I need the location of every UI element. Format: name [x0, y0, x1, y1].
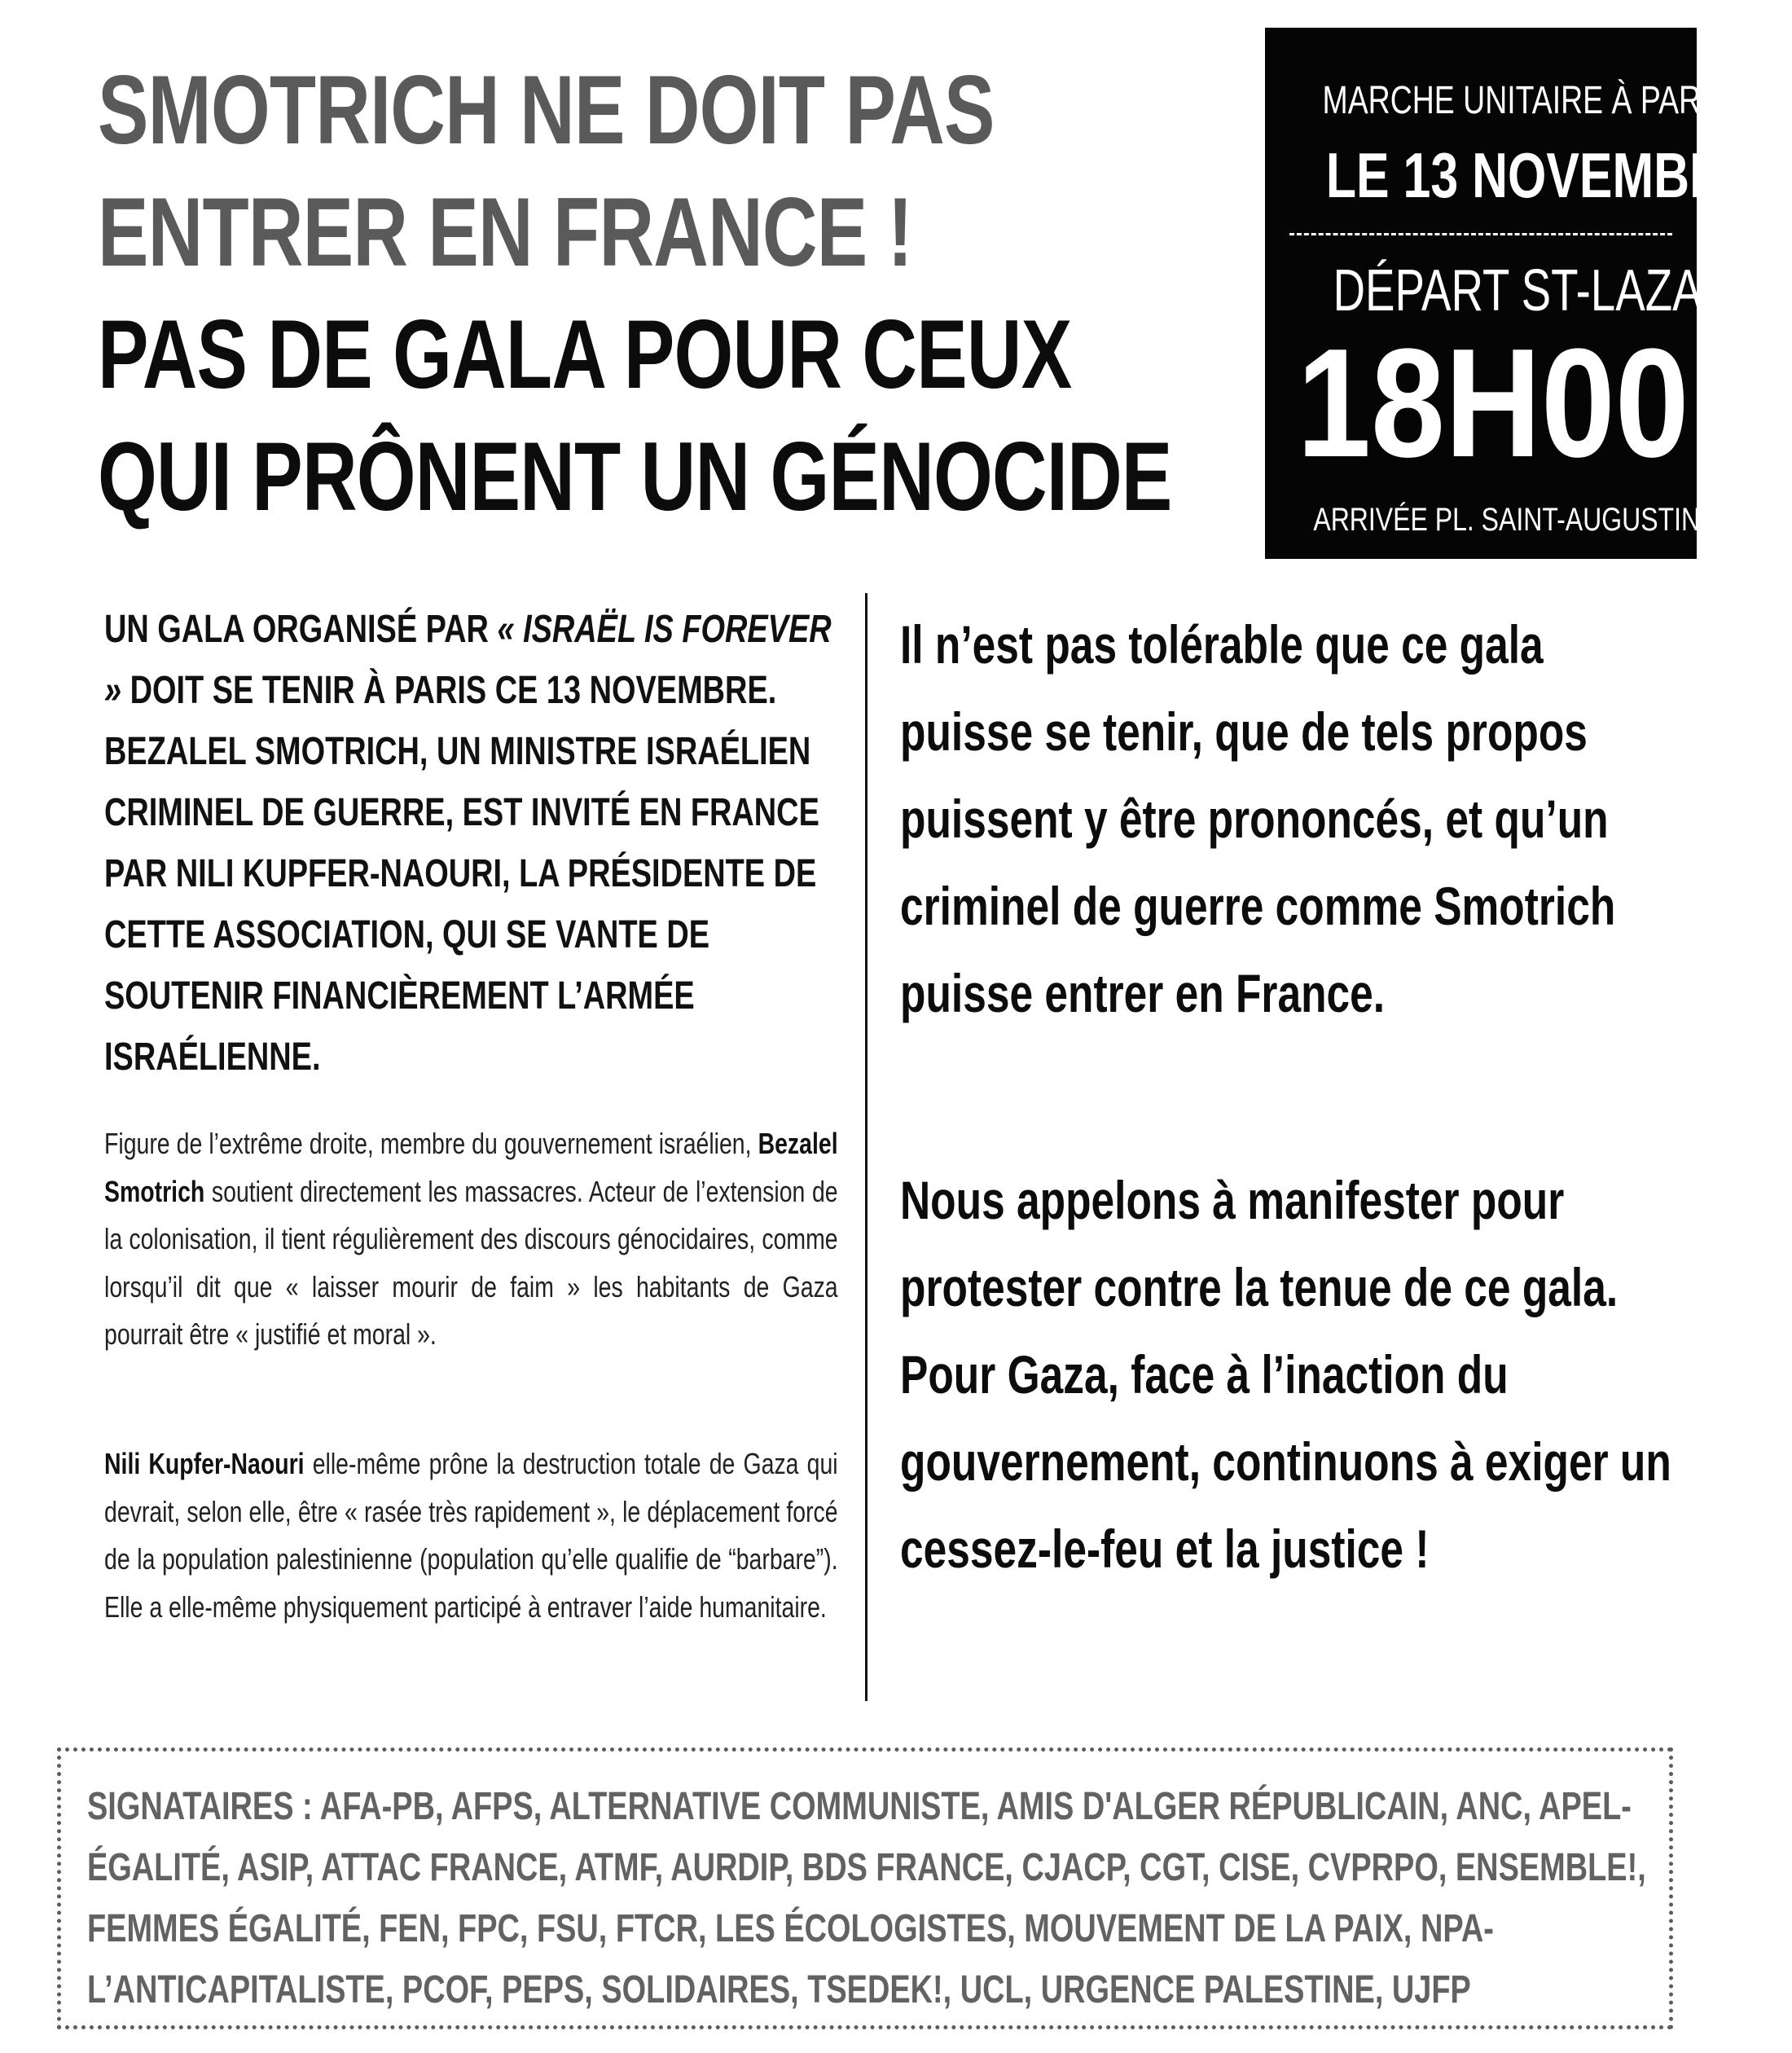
para1-name: Bezalel Smotrich: [104, 1127, 838, 1208]
headline-line-4: QUI PRÔNENT UN GÉNOCIDE: [98, 422, 1172, 531]
event-march: MARCHE UNITAIRE À PARIS: [1322, 79, 1730, 122]
lead-prefix: UN GALA ORGANISÉ PAR: [104, 608, 498, 651]
event-departure: DÉPART ST-LAZARE: [1333, 258, 1764, 323]
para2-name: Nili Kupfer-Naouri: [104, 1447, 305, 1480]
event-arrival: ARRIVÉE PL. SAINT-AUGUSTIN: [1313, 502, 1701, 538]
lead-org-name: « ISRAËL IS FOREVER »: [104, 608, 832, 712]
headline: [98, 49, 1238, 538]
para1-after: soutient directement les massacres. Acteur de l’extension de la colonisation, il tient régulièrement des discours génocidaires, comme lorsqu’il dit que « laisser mourir de faim » les habitants de Gaza pourrait être « justifié et moral ».: [104, 1174, 838, 1351]
headline-line-2: ENTRER EN FRANCE !: [98, 178, 912, 287]
kupfer-paragraph: [104, 1440, 838, 1631]
smotrich-paragraph: [104, 1120, 838, 1359]
call-to-action-paragraph: Nous appelons à manifester pour protester contre la tenue de ce gala. Pour Gaza, face à l’inaction du gouvernement, continuons à exiger un cessez-le-feu et la justice !: [900, 1170, 1671, 1579]
headline-line-3: PAS DE GALA POUR CEUX: [98, 300, 1072, 409]
event-time: 18H00: [1297, 317, 1689, 490]
para2-after: elle-même prône la destruction totale de Gaza qui devrait, selon elle, être « rasée très rapidement », le déplacement forcé de la population palestinienne (population qu’elle qualifie de “barbare”). Elle a elle-même physiquement participé à entraver l’aide humanitaire.: [104, 1447, 838, 1624]
signatories-list: SIGNATAIRES : AFA-PB, AFPS, ALTERNATIVE COMMUNISTE, AMIS D'ALGER RÉPUBLICAIN, ANC, APEL-ÉGALITÉ, ASIP, ATTAC FRANCE, ATMF, AURDIP, BDS FRANCE, CJACP, CGT, CISE, CVPRPO, ENSEMBLE!, FEMMES ÉGALITÉ, FEN, FPC, FSU, FTCR, LES ÉCOLOGISTES, MOUVEMENT DE LA PAIX, NPA-L’ANTICAPITALISTE, PCOF, PEPS, SOLIDAIRES, TSEDEK!, UCL, URGENCE PALESTINE, UJFP: [87, 1785, 1646, 2011]
lead-paragraph: [104, 599, 838, 1088]
signatories-box: [57, 1747, 1673, 2029]
left-column: [104, 599, 838, 1624]
lead-rest: DOIT SE TENIR À PARIS CE 13 NOVEMBRE. BEZALEL SMOTRICH, UN MINISTRE ISRAÉLIEN CRIMINEL DE GUERRE, EST INVITÉ EN FRANCE PAR NILI KUPFER-NAOURI, LA PRÉSIDENTE DE CETTE ASSOCIATION, QUI SE VANTE DE SOUTENIR FINANCIÈREMENT L’ARMÉE ISRAÉLIENNE.: [104, 669, 819, 1079]
headline-line-1: SMOTRICH NE DOIT PAS: [98, 55, 995, 165]
statement-paragraph: Il n’est pas tolérable que ce gala puisse se tenir, que de tels propos puissent y être prononcés, et qu’un criminel de guerre comme Smotrich puisse entrer en France.: [900, 614, 1616, 1023]
event-divider: [1289, 233, 1672, 235]
para1-before: Figure de l’extrême droite, membre du gouvernement israélien,: [104, 1127, 758, 1160]
event-date: LE 13 NOVEMBRE: [1325, 139, 1759, 211]
column-divider: [865, 593, 867, 1701]
event-info-box: [1265, 28, 1764, 559]
